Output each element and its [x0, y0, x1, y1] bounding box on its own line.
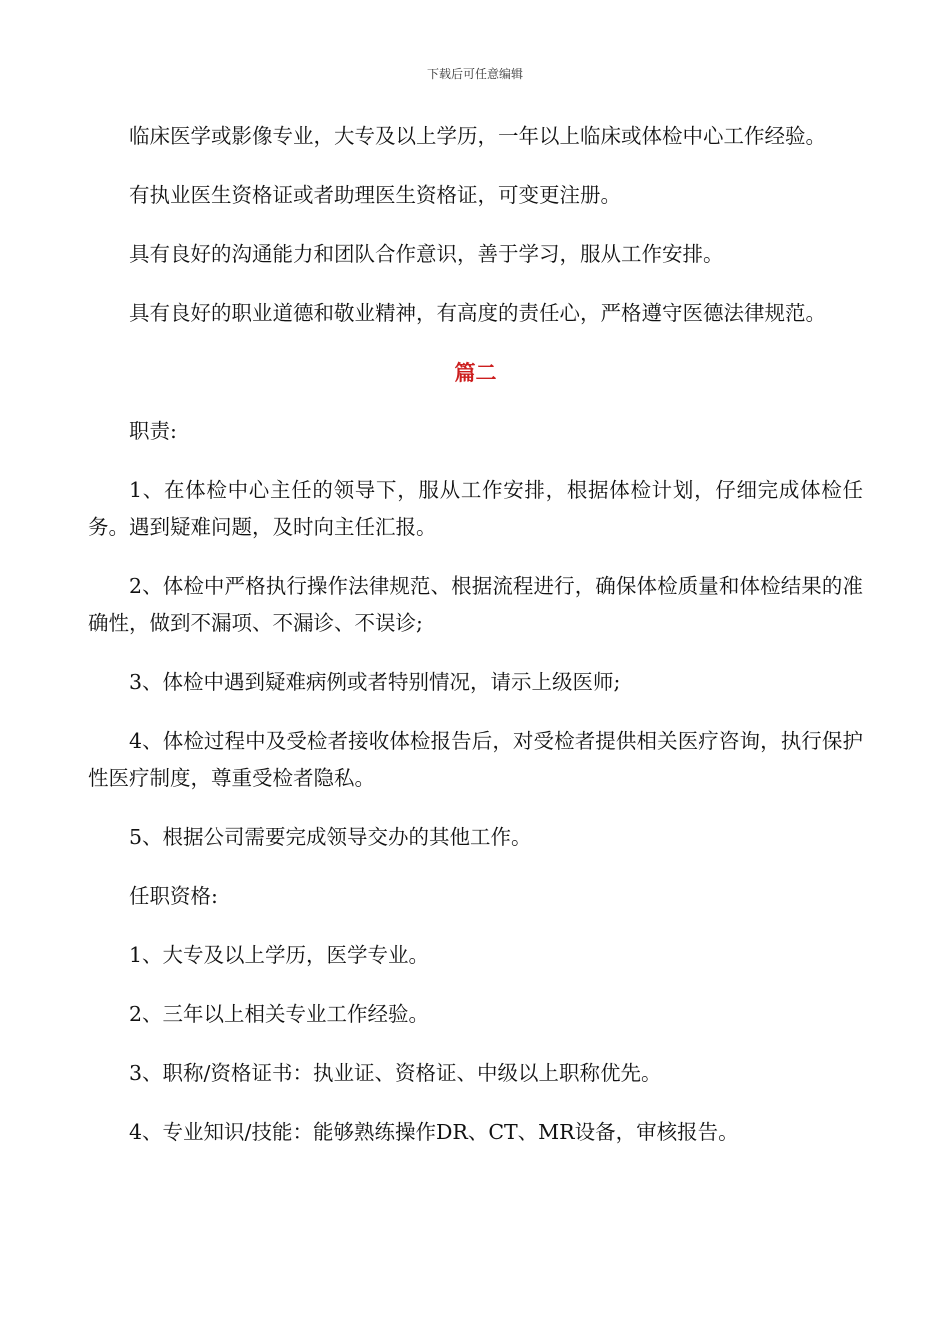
duty-item-1: 1、在体检中心主任的领导下，服从工作安排，根据体检计划，仔细完成体检任务。遇到疑难问题，及时向主任汇报。 — [88, 478, 863, 539]
duty-item-4: 4、体检过程中及受检者接收体检报告后，对受检者提供相关医疗咨询，执行保护性医疗制度，尊重受检者隐私。 — [88, 729, 863, 790]
paragraph-education: 临床医学或影像专业，大专及以上学历，一年以上临床或体检中心工作经验。 — [129, 124, 826, 148]
qualification-item-2: 2、三年以上相关专业工作经验。 — [129, 1002, 430, 1026]
section-heading: 篇二 — [454, 360, 497, 385]
duty-item-5: 5、根据公司需要完成领导交办的其他工作。 — [129, 825, 532, 849]
duties-label: 职责: — [129, 419, 177, 443]
paragraph-communication: 具有良好的沟通能力和团队合作意识，善于学习，服从工作安排。 — [129, 242, 724, 266]
paragraph-ethics: 具有良好的职业道德和敬业精神，有高度的责任心，严格遵守医德法律规范。 — [129, 301, 826, 325]
paragraph-certificate: 有执业医生资格证或者助理医生资格证，可变更注册。 — [129, 183, 621, 207]
page-header: 下载后可任意编辑 — [426, 67, 523, 81]
qualification-item-4: 4、专业知识/技能：能够熟练操作DR、CT、MR设备，审核报告。 — [129, 1120, 739, 1144]
document-body — [88, 118, 863, 1173]
duty-item-3: 3、体检中遇到疑难病例或者特别情况，请示上级医师; — [129, 670, 621, 694]
qualifications-label: 任职资格: — [129, 884, 218, 908]
qualification-item-1: 1、大专及以上学历，医学专业。 — [129, 943, 430, 967]
duty-item-2: 2、体检中严格执行操作法律规范、根据流程进行，确保体检质量和体检结果的准确性，做到不漏项、不漏诊、不误诊; — [88, 574, 863, 635]
qualification-item-3: 3、职称/资格证书：执业证、资格证、中级以上职称优先。 — [129, 1061, 662, 1085]
